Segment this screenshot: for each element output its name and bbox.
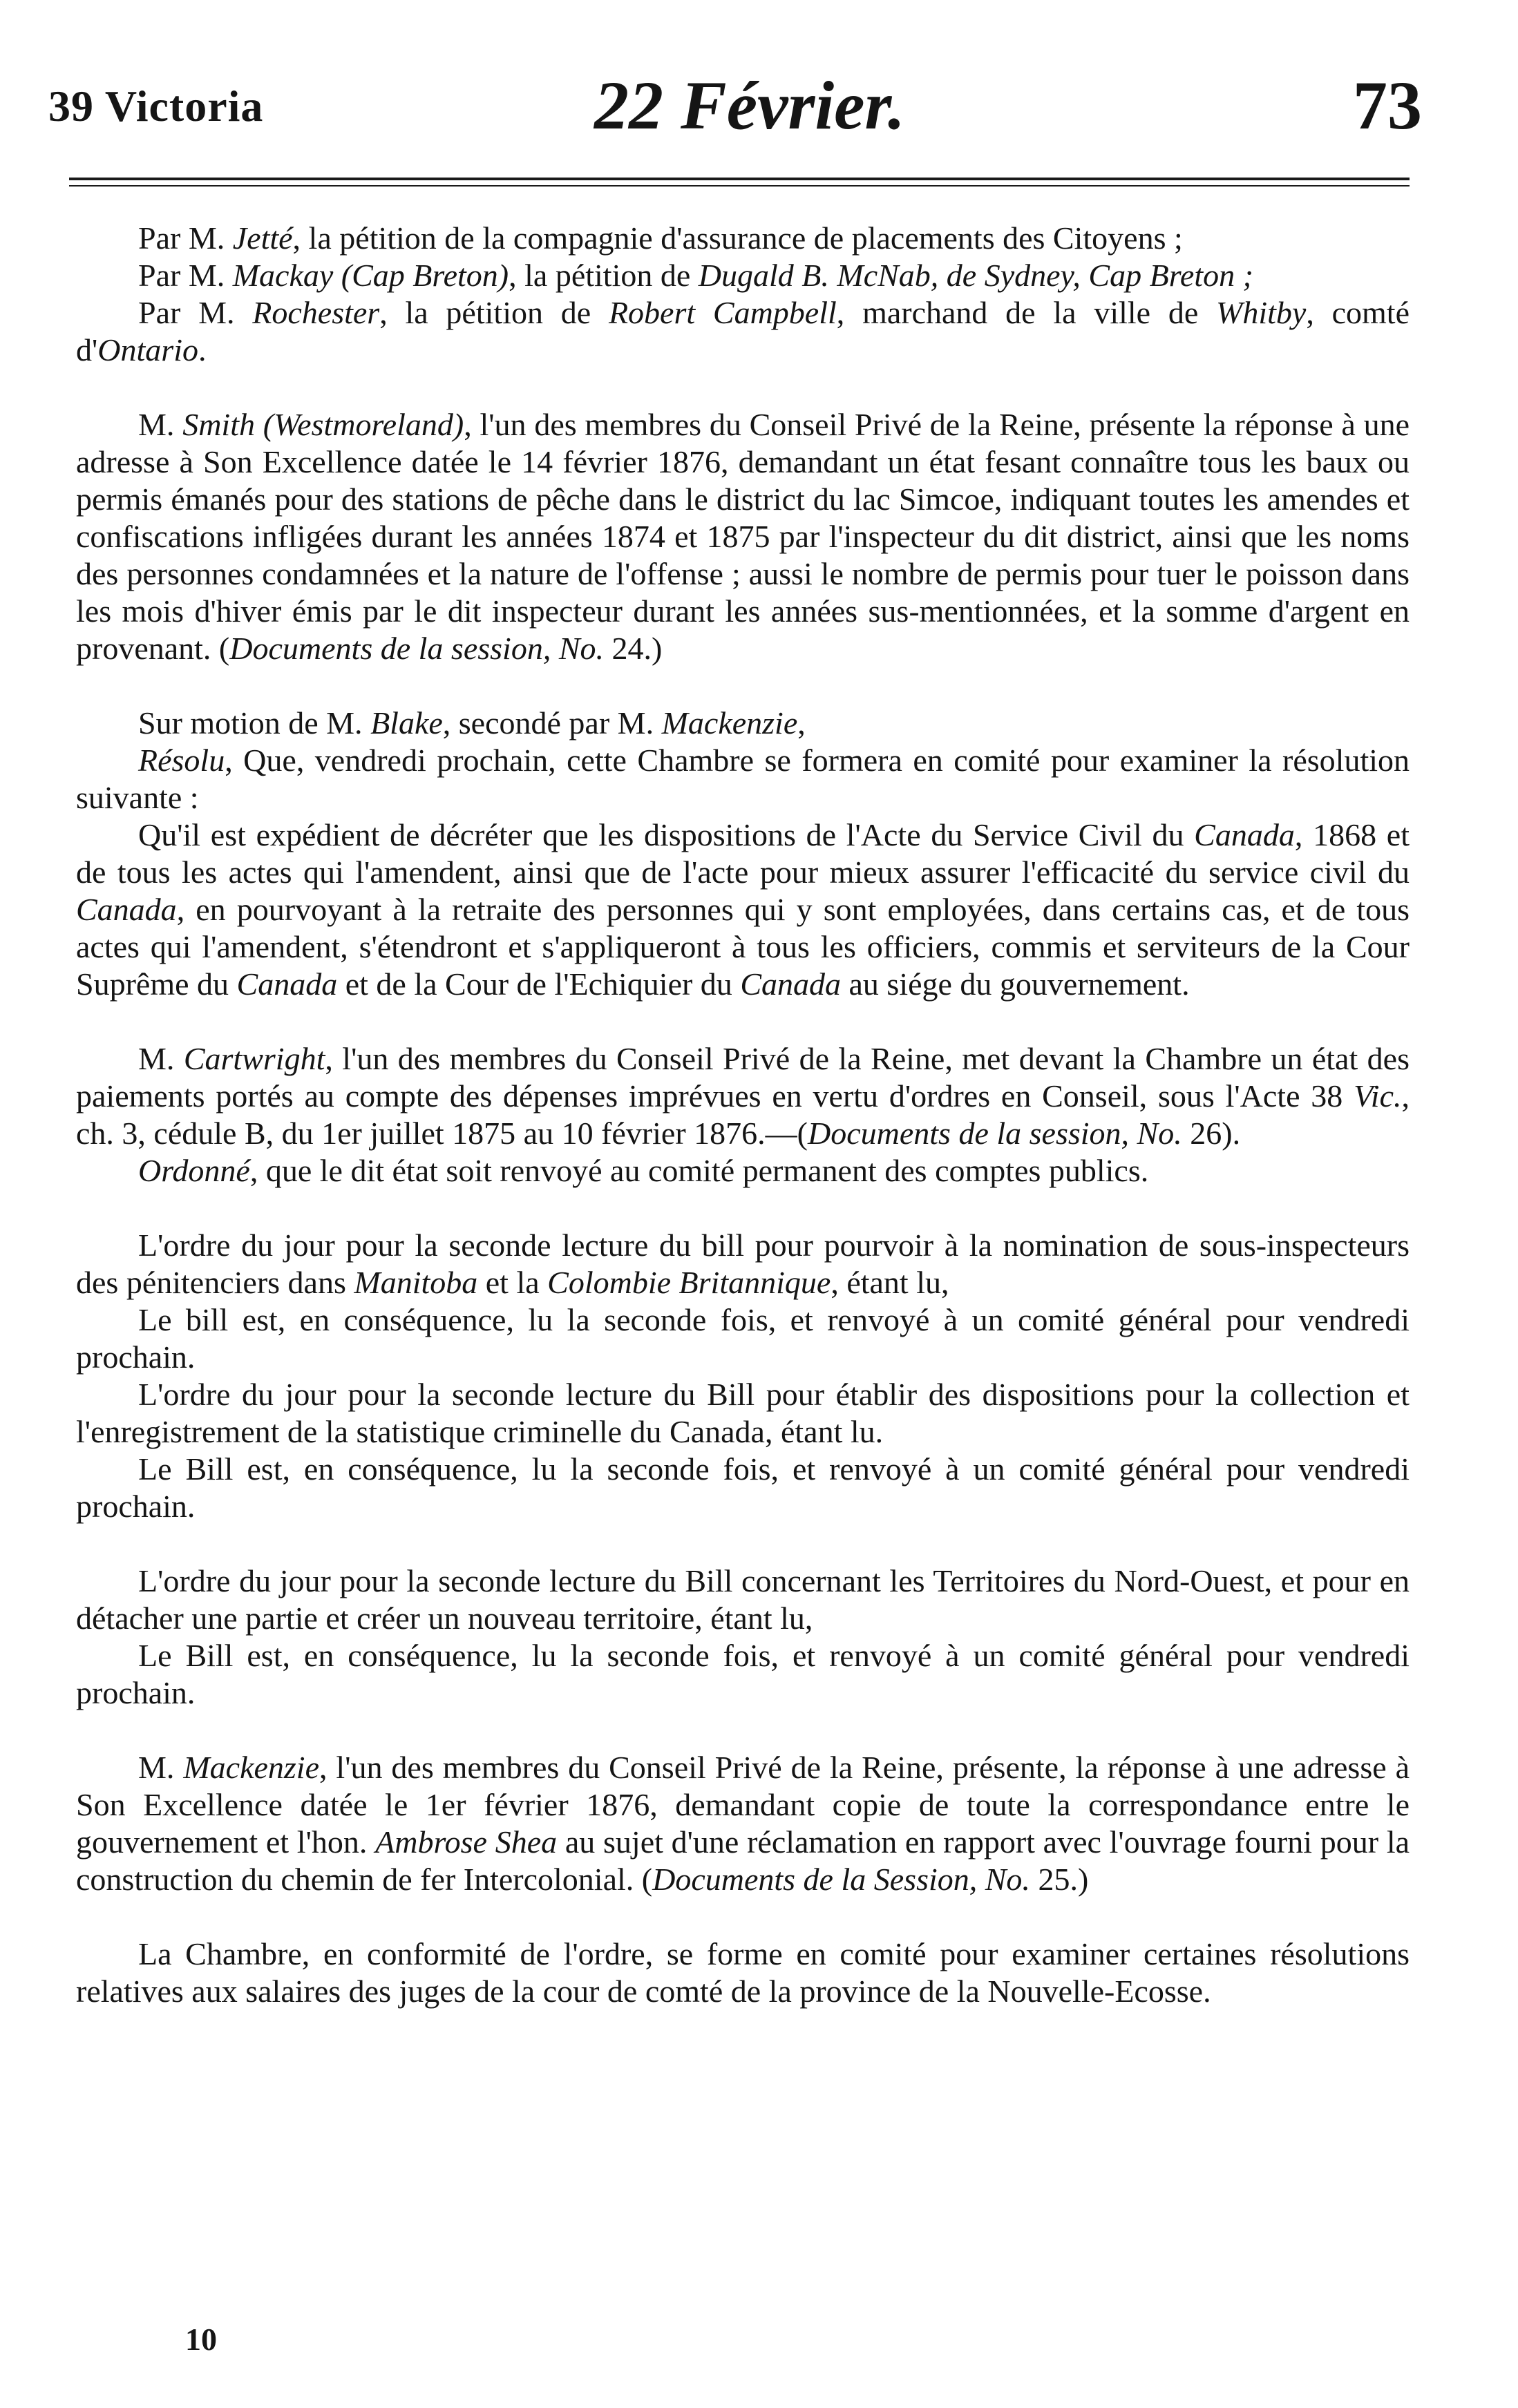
bill-second-reading-3: Le Bill est, en conséquence, lu la seconde fois, et renvoyé à un comité général pour vendredi prochain. — [76, 1638, 1410, 1710]
page-number: 73 — [1353, 67, 1422, 144]
paragraph-smith: M. Smith (Westmoreland), l'un des membres du Conseil Privé de la Reine, présente la réponse à une adresse à Son Excellence datée le 14 février 1876, demandant un état fesant connaître tous les baux ou permis émanés pour des stations de pêche dans le district du lac Simcoe, indiquant toutes les amendes et confiscations infligées durant les années 1874 et 1875 par l'inspecteur du dit district, ainsi que les noms des personnes condamnées et la nature de l'offense ; aussi le nombre de permis pour tuer le poisson dans les mois d'hiver émis par le dit inspecteur durant les années sus-mentionnées, et la somme d'argent en provenant. (Documents de la session, No. 24.) — [76, 407, 1410, 666]
order-subinspectors: L'ordre du jour pour la seconde lecture du bill pour pourvoir à la nomination de sous-inspecteurs des pénitenciers dans Manitoba et la Colombie Britannique, étant lu, — [76, 1227, 1410, 1300]
running-header — [48, 66, 1430, 149]
order-referral: Ordonné, que le dit état soit renvoyé au comité permanent des comptes publics. — [138, 1153, 1149, 1188]
paragraph-mackenzie: M. Mackenzie, l'un des membres du Conseil Privé de la Reine, présente, la réponse à une adresse à Son Excellence datée le 1er février 1876, demandant copie de toute la correspondance entre le gouvernement et l'hon. Ambrose Shea au sujet d'une réclamation en rapport avec l'ouvrage fourni pour la construction du chemin de fer Intercolonial. (Documents de la Session, No. 25.) — [76, 1750, 1410, 1897]
petition-rochester: Par M. Rochester, la pétition de Robert Campbell, marchand de la ville de Whitby, comté d'Ontario. — [76, 295, 1410, 367]
body-text — [76, 220, 1410, 2010]
committee-paragraph: La Chambre, en conformité de l'ordre, se forme en comité pour examiner certaines résolutions relatives aux salaires des juges de la cour de comté de la province de la Nouvelle-Ecosse. — [76, 1936, 1410, 2009]
header-rule-thick — [69, 178, 1410, 180]
bill-second-reading-1: Le bill est, en conséquence, lu la seconde fois, et renvoyé à un comité général pour vendredi prochain. — [76, 1302, 1410, 1375]
petition-mackay: Par M. Mackay (Cap Breton), la pétition de Dugald B. McNab, de Sydney, Cap Breton ; — [138, 258, 1253, 293]
header-rule-thin — [69, 185, 1410, 187]
resolution-text: Qu'il est expédient de décréter que les dispositions de l'Acte du Service Civil du Canada, 1868 et de tous les actes qui l'amendent, ainsi que de l'acte pour mieux assurer l'efficacité du service civil du Canada, en pourvoyant à la retraite des personnes qui y sont employées, dans certains cas, et de tous actes qui l'amendent, s'étendront et s'appliqueront à tous les officiers, commis et serviteurs de la Cour Suprême du Canada et de la Cour de l'Echiquier du Canada au siége du gouvernement. — [76, 817, 1410, 1002]
header-reign: 39 Victoria — [48, 82, 264, 131]
paragraph-cartwright: M. Cartwright, l'un des membres du Conseil Privé de la Reine, met devant la Chambre un état des paiements portés au compte des dépenses imprévues en vertu d'ordres en Conseil, sous l'Acte 38 Vic., ch. 3, cédule B, du 1er juillet 1875 au 10 février 1876.—(Documents de la session, No. 26). — [76, 1041, 1410, 1151]
resolution: Résolu, Que, vendredi prochain, cette Chambre se formera en comité pour examiner la résolution suivante : — [76, 743, 1410, 815]
motion-blake: Sur motion de M. Blake, secondé par M. Mackenzie, — [138, 705, 806, 740]
order-statistics: L'ordre du jour pour la seconde lecture du Bill pour établir des dispositions pour la collection et l'enregistrement de la statistique criminelle du Canada, étant lu. — [76, 1377, 1410, 1449]
signature-mark: 10 — [185, 2322, 217, 2357]
order-territories: L'ordre du jour pour la seconde lecture du Bill concernant les Territoires du Nord-Ouest, et pour en détacher une partie et créer un nouveau territoire, étant lu, — [76, 1563, 1410, 1636]
header-date: 22 Février. — [594, 67, 905, 144]
bill-second-reading-2: Le Bill est, en conséquence, lu la seconde fois, et renvoyé à un comité général pour vendredi prochain. — [76, 1451, 1410, 1524]
petition-jette: Par M. Jetté, la pétition de la compagnie d'assurance de placements des Citoyens ; — [138, 220, 1183, 256]
